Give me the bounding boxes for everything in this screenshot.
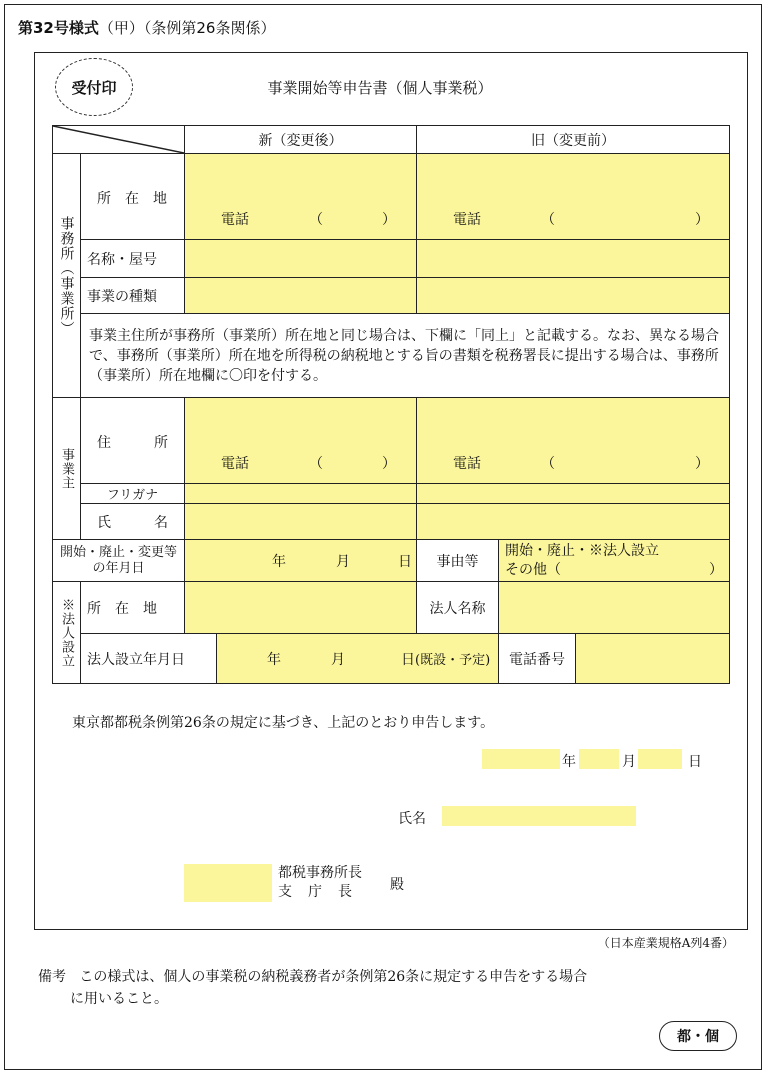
- business-type-label: 事業の種類: [81, 278, 185, 314]
- owner-name-label: 氏 名: [81, 504, 185, 540]
- office-address-label: 所 在 地: [81, 154, 185, 240]
- corp-date-label: 法人設立年月日: [81, 634, 217, 684]
- owner-name-new-field[interactable]: [185, 504, 417, 540]
- furigana-label: フリガナ: [81, 484, 185, 504]
- corp-group-label: ※法人設立: [53, 582, 81, 684]
- sign-day-label: 日: [688, 754, 702, 770]
- tax-office-title: 都税事務所長 支 庁 長: [278, 865, 362, 900]
- header-diagonal-cell: [53, 126, 185, 154]
- corp-date-field[interactable]: 年 月 日 (既設・予定): [217, 634, 499, 684]
- office-name-label: 名称・屋号: [81, 240, 185, 278]
- start-date-label: 開始・廃止・変更等の年月日: [53, 540, 185, 582]
- owner-address-old-field[interactable]: 電話 （ ）: [417, 398, 730, 484]
- owner-group-label: 事業主: [53, 398, 81, 540]
- business-type-new-field[interactable]: [185, 278, 417, 314]
- column-header-old: 旧（変更前）: [417, 126, 730, 154]
- business-type-old-field[interactable]: [417, 278, 730, 314]
- corp-address-field[interactable]: [185, 582, 417, 634]
- form-number: 第32号様式（甲）（条例第26条関係）: [18, 19, 276, 37]
- corp-address-label: 所 在 地: [81, 582, 185, 634]
- office-address-new-field[interactable]: 電話 （ ）: [185, 154, 417, 240]
- sign-name-label: 氏名: [398, 811, 426, 827]
- sign-month-field[interactable]: [579, 749, 619, 769]
- office-name-old-field[interactable]: [417, 240, 730, 278]
- honorific: 殿: [390, 877, 404, 893]
- category-badge: 都・個: [659, 1021, 737, 1051]
- phone-label: 電話番号: [499, 634, 576, 684]
- office-address-old-field[interactable]: 電話 （ ）: [417, 154, 730, 240]
- reason-field[interactable]: 開始・廃止・※法人設立 その他（ ）: [499, 540, 730, 582]
- office-note: 事業主住所が事務所（事業所）所在地と同じ場合は、下欄に「同上」と記載する。なお、異なる場合で、事務所（事業所）所在地を所得税の納税地とする旨の書類を税務署長に提出する場合は、事務所（事業所）所在地欄に〇印を付する。: [81, 314, 730, 398]
- start-date-field[interactable]: 年 月 日: [185, 540, 417, 582]
- corp-name-label: 法人名称: [417, 582, 499, 634]
- office-group-label: 事務所（事業所）: [53, 154, 81, 398]
- declaration-table: [52, 125, 730, 684]
- reason-label: 事由等: [417, 540, 499, 582]
- owner-address-new-field[interactable]: 電話 （ ）: [185, 398, 417, 484]
- tax-office-name-field[interactable]: [184, 864, 272, 902]
- paper-standard-note: （日本産業規格A列4番）: [597, 936, 734, 950]
- furigana-new-field[interactable]: [185, 484, 417, 504]
- owner-address-label: 住 所: [81, 398, 185, 484]
- remark: 備考 この様式は、個人の事業税の納税義務者が条例第26条に規定する申告をする場合 に用いること。: [38, 969, 588, 1007]
- sign-year-field[interactable]: [482, 749, 560, 769]
- sign-day-field[interactable]: [638, 749, 682, 769]
- office-name-new-field[interactable]: [185, 240, 417, 278]
- column-header-new: 新（変更後）: [185, 126, 417, 154]
- declaration-text: 東京都都税条例第26条の規定に基づき、上記のとおり申告します。: [72, 715, 495, 731]
- sign-month-label: 月: [622, 754, 636, 770]
- sign-name-field[interactable]: [442, 806, 636, 826]
- reception-stamp-area: 受付印: [55, 58, 133, 116]
- form-title: 事業開始等申告書（個人事業税）: [267, 79, 493, 97]
- furigana-old-field[interactable]: [417, 484, 730, 504]
- corp-name-field[interactable]: [499, 582, 730, 634]
- sign-year-label: 年: [562, 754, 576, 770]
- phone-field[interactable]: [576, 634, 730, 684]
- owner-name-old-field[interactable]: [417, 504, 730, 540]
